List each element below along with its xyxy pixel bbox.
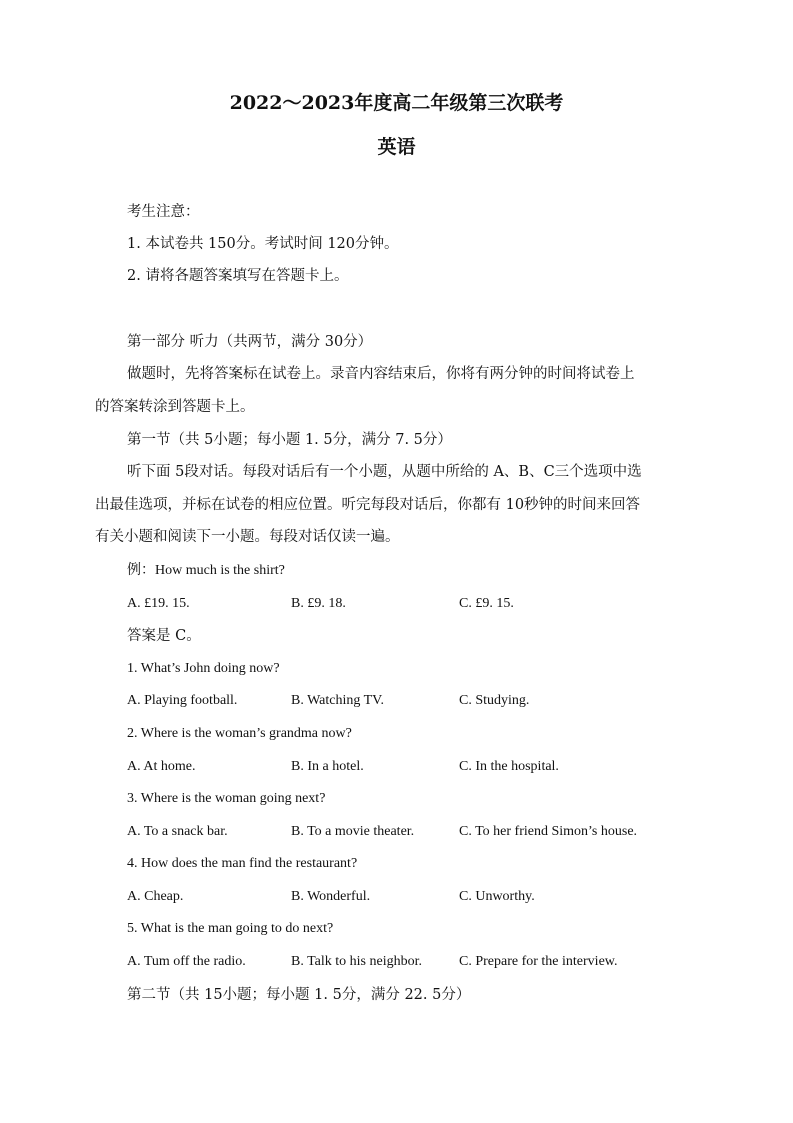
option-c: C. To her friend Simon’s house. [459,824,638,839]
option-b: B. In a hotel. [291,759,364,774]
option-a: A. Tum off the radio. [127,954,246,969]
option-b: B. Watching TV. [291,693,384,708]
question: 1. What’s John doing now? [127,661,280,676]
option-a: A. Cheap. [127,889,184,904]
notice-heading: 考生注意： [127,204,200,220]
part1-instruction: 的答案转涂到答题卡上。 [95,399,255,415]
option-c: C. Prepare for the interview. [459,954,618,969]
section1-instruction: 出最佳选项，并标在试卷的相应位置。听完每段对话后，你都有 10秒钟的时间来回答 [95,497,641,513]
question: 5. What is the man going to do next? [127,921,334,936]
example-option-a: A. £19. 15. [127,596,190,611]
question: 3. Where is the woman going next? [127,791,326,806]
option-b: B. Talk to his neighbor. [291,954,422,969]
option-a: A. To a snack bar. [127,824,228,839]
section2-heading: 第二节（共 15小题；每小题 1. 5分，满分 22. 5分） [127,987,471,1003]
section1-instruction: 听下面 5段对话。每段对话后有一个小题，从题中所给的 A、B、C三个选项中选 [127,464,642,480]
option-c: C. Unworthy. [459,889,535,904]
question: 4. How does the man find the restaurant? [127,856,358,871]
option-c: C. Studying. [459,693,530,708]
section1-heading: 第一节（共 5小题；每小题 1. 5分，满分 7. 5分） [127,432,452,448]
notice-item: 1. 本试卷共 150分。考试时间 120分钟。 [127,236,399,252]
subject-title: 英语 [377,136,416,158]
option-b: B. Wonderful. [291,889,371,904]
notice-item: 2. 请将各题答案填写在答题卡上。 [127,268,349,284]
example-question: 例：How much is the shirt? [127,563,285,578]
option-a: A. At home. [127,759,196,774]
example-option-c: C. £9. 15. [459,596,514,611]
part1-heading: 第一部分 听力（共两节，满分 30分） [127,334,373,350]
example-option-b: B. £9. 18. [291,596,346,611]
option-b: B. To a movie theater. [291,824,415,839]
question: 2. Where is the woman’s grandma now? [127,726,352,741]
section1-instruction: 有关小题和阅读下一小题。每段对话仅读一遍。 [95,529,400,545]
exam-title: 2022～2023年度高二年级第三次联考 [229,92,564,114]
option-c: C. In the hospital. [459,759,559,774]
part1-instruction: 做题时，先将答案标在试卷上。录音内容结束后，你将有两分钟的时间将试卷上 [127,366,635,382]
option-a: A. Playing football. [127,693,238,708]
example-answer: 答案是 C。 [127,628,201,644]
